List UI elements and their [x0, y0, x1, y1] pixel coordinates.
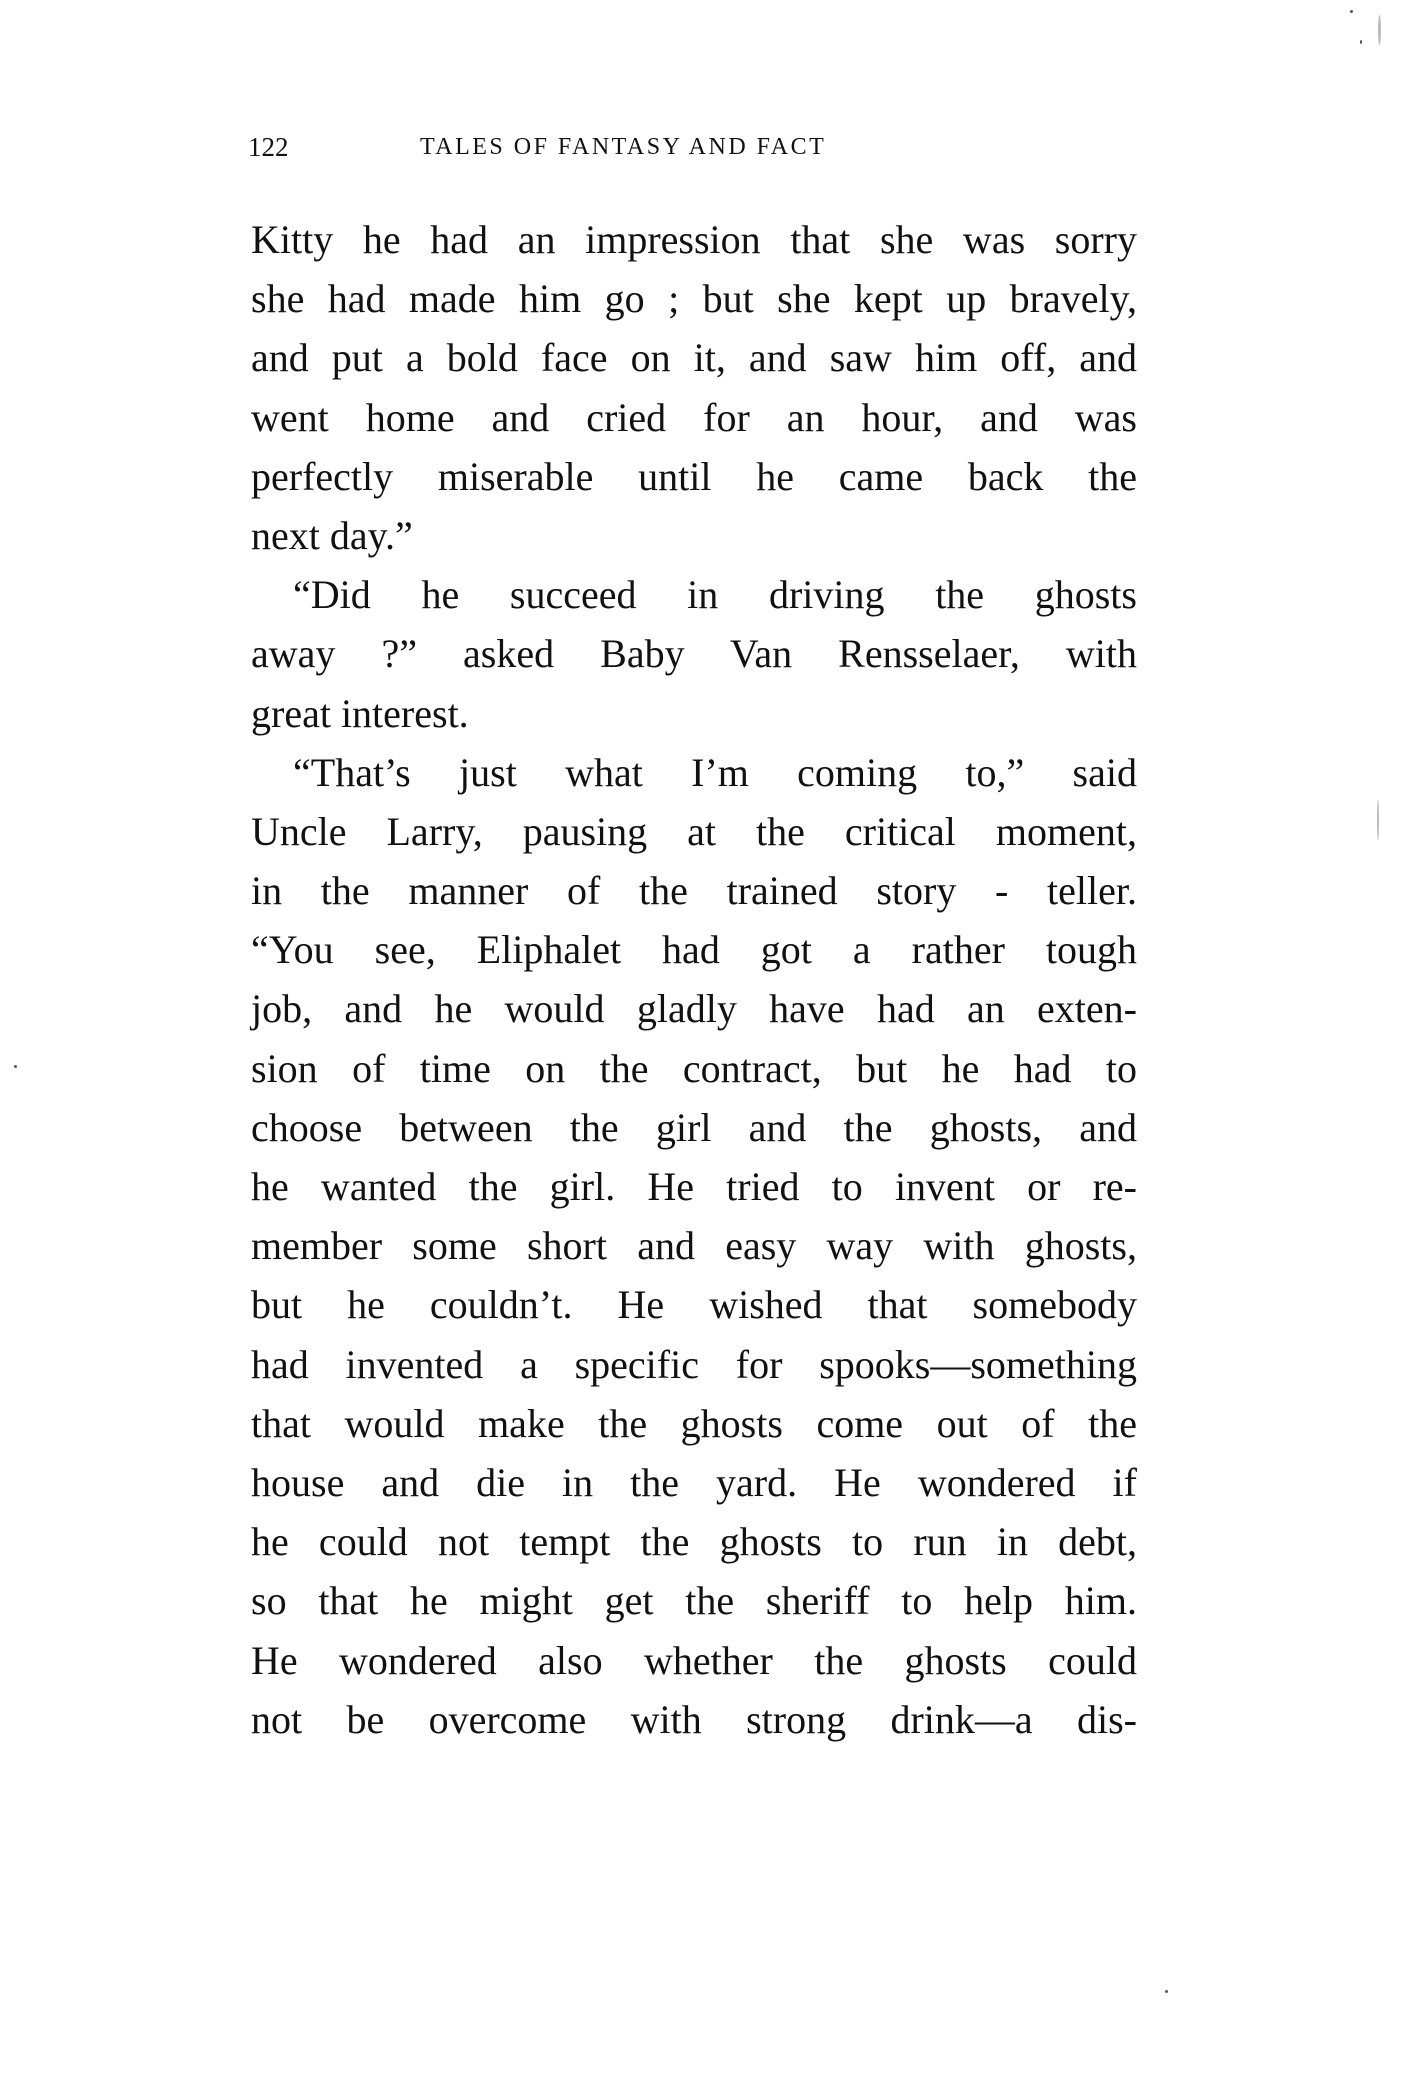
text-line: “You see, Eliphalet had got a rather tough: [251, 927, 1137, 973]
text-line: and put a bold face on it, and saw him off, and: [251, 335, 1137, 381]
text-line: she had made him go ; but she kept up bravely,: [251, 276, 1137, 322]
running-header: [248, 132, 1138, 172]
scan-speck: [1360, 40, 1362, 44]
text-line: member some short and easy way with ghosts,: [251, 1223, 1137, 1269]
scan-speck: [1350, 10, 1353, 13]
text-line: away ?” asked Baby Van Rensselaer, with: [251, 631, 1137, 677]
body-text: [251, 210, 1137, 1749]
scan-speck: [14, 1065, 17, 1068]
text-line: “That’s just what I’m coming to,” said: [293, 749, 1137, 795]
scan-speck: [1377, 800, 1379, 840]
page-number: 122: [248, 132, 289, 162]
text-line: he could not tempt the ghosts to run in debt,: [251, 1519, 1137, 1565]
text-line: next day.”: [251, 512, 413, 558]
running-title: TALES OF FANTASY AND FACT: [420, 134, 827, 160]
text-line: but he couldn’t. He wished that somebody: [251, 1282, 1137, 1328]
scan-speck: [1378, 15, 1381, 45]
text-line: He wondered also whether the ghosts could: [251, 1637, 1137, 1683]
text-line: choose between the girl and the ghosts, and: [251, 1104, 1137, 1150]
text-line: Kitty he had an impression that she was sorry: [251, 217, 1137, 262]
text-line: in the manner of the trained story - teller.: [251, 868, 1137, 914]
text-line: sion of time on the contract, but he had to: [251, 1045, 1137, 1091]
text-line: great interest.: [251, 690, 469, 736]
text-line: that would make the ghosts come out of the: [251, 1400, 1137, 1446]
text-line: he wanted the girl. He tried to invent or re-: [251, 1164, 1137, 1209]
text-line: not be overcome with strong drink—a dis-: [251, 1696, 1137, 1742]
text-line: so that he might get the sheriff to help him.: [251, 1578, 1137, 1624]
text-line: “Did he succeed in driving the ghosts: [293, 572, 1137, 618]
text-line: perfectly miserable until he came back the: [251, 453, 1137, 499]
scan-speck: [1165, 1990, 1168, 1993]
text-line: went home and cried for an hour, and was: [251, 394, 1137, 440]
text-line: had invented a specific for spooks—something: [251, 1341, 1137, 1387]
text-line: job, and he would gladly have had an exten-: [251, 986, 1137, 1032]
text-line: Uncle Larry, pausing at the critical moment,: [251, 808, 1137, 854]
text-line: house and die in the yard. He wondered if: [251, 1459, 1137, 1505]
